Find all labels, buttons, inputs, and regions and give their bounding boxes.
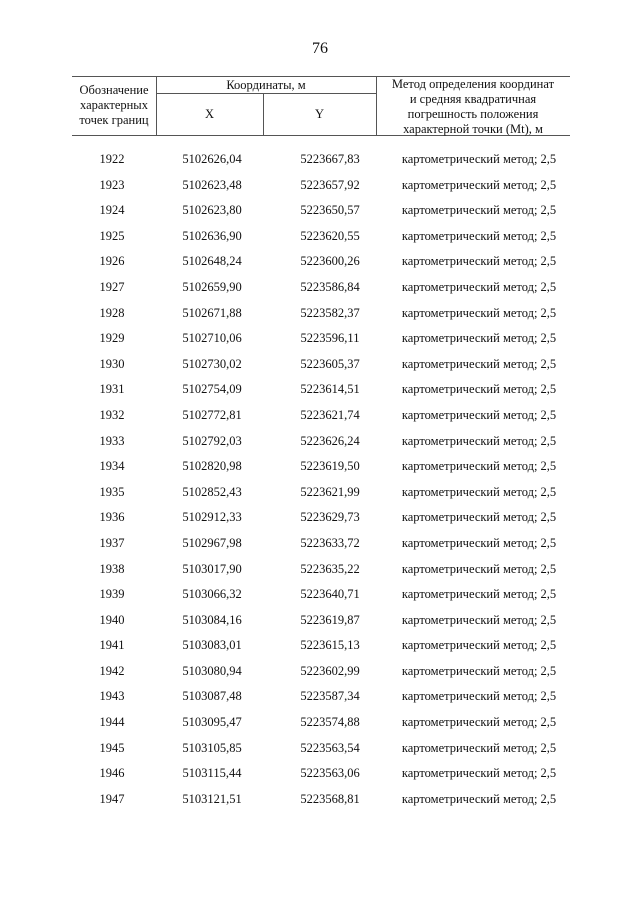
table-row <box>72 585 572 611</box>
table-row <box>72 483 572 509</box>
coord-y: 5223563,06 <box>300 766 360 781</box>
method: картометрический метод; 2,5 <box>401 791 557 806</box>
coord-y: 5223568,81 <box>300 791 360 806</box>
table-row <box>72 278 572 304</box>
table-row <box>72 432 572 458</box>
table-row <box>72 252 572 278</box>
header-designation-line-1: Обозначение <box>79 83 149 97</box>
header-method-line-4: характерной точки (Mt), м <box>403 122 543 136</box>
coord-x: 5102623,48 <box>182 177 242 192</box>
coord-y: 5223563,54 <box>300 740 360 755</box>
coord-y: 5223621,74 <box>300 407 360 422</box>
table-row <box>72 764 572 790</box>
point-number: 1935 <box>99 484 125 499</box>
point-number: 1923 <box>99 177 125 192</box>
coord-y: 5223629,73 <box>300 510 360 525</box>
method: картометрический метод; 2,5 <box>401 715 557 730</box>
method: картометрический метод; 2,5 <box>401 535 557 550</box>
header-x: X <box>204 107 215 121</box>
table-row <box>72 355 572 381</box>
coord-x: 5102730,02 <box>182 356 242 371</box>
header-method-line-2: и средняя квадратичная <box>409 92 537 106</box>
method: картометрический метод; 2,5 <box>401 305 557 320</box>
header-designation-line-2: характерных <box>80 98 148 112</box>
point-number: 1938 <box>99 561 125 576</box>
coord-x: 5102623,80 <box>182 203 242 218</box>
point-number: 1939 <box>99 587 125 602</box>
table-row <box>72 662 572 688</box>
coord-y: 5223586,84 <box>300 279 360 294</box>
coord-x: 5103121,51 <box>182 791 242 806</box>
coord-x: 5103080,94 <box>182 663 242 678</box>
coord-x: 5102820,98 <box>182 459 242 474</box>
table-row <box>72 508 572 534</box>
coord-y: 5223605,37 <box>300 356 360 371</box>
method: картометрический метод; 2,5 <box>401 356 557 371</box>
point-number: 1943 <box>99 689 125 704</box>
table-row <box>72 534 572 560</box>
header-coordinates: Координаты, м <box>226 78 306 92</box>
point-number: 1942 <box>99 663 125 678</box>
header-method <box>376 77 570 137</box>
coord-y: 5223582,37 <box>300 305 360 320</box>
table-row <box>72 227 572 253</box>
method: картометрический метод; 2,5 <box>401 484 557 499</box>
method: картометрический метод; 2,5 <box>401 689 557 704</box>
table-row <box>72 790 572 816</box>
point-number: 1947 <box>99 791 125 806</box>
coord-y: 5223574,88 <box>300 715 360 730</box>
table-row <box>72 636 572 662</box>
method: картометрический метод; 2,5 <box>401 766 557 781</box>
coord-x: 5103115,44 <box>182 766 242 781</box>
coord-x: 5102772,81 <box>182 407 242 422</box>
coord-y: 5223615,13 <box>300 638 360 653</box>
coord-x: 5102710,06 <box>182 331 242 346</box>
coord-x: 5103084,16 <box>182 612 242 627</box>
header-method-line-3: погрешность положения <box>407 107 539 121</box>
point-number: 1929 <box>99 331 125 346</box>
coord-x: 5102659,90 <box>182 279 242 294</box>
table-body <box>72 150 572 815</box>
coord-x: 5102967,98 <box>182 535 242 550</box>
coord-y: 5223600,26 <box>300 254 360 269</box>
point-number: 1924 <box>99 203 125 218</box>
method: картометрический метод; 2,5 <box>401 638 557 653</box>
coord-x: 5103066,32 <box>182 587 242 602</box>
coord-x: 5102626,04 <box>182 152 242 166</box>
coord-x: 5103017,90 <box>182 561 242 576</box>
header-y: Y <box>314 107 325 121</box>
method: картометрический метод; 2,5 <box>401 663 557 678</box>
table-row <box>72 687 572 713</box>
coord-y: 5223640,71 <box>300 587 360 602</box>
coord-y: 5223587,34 <box>300 689 360 704</box>
header-method-line-1: Метод определения координат <box>391 77 555 91</box>
table-row <box>72 380 572 406</box>
table-row <box>72 201 572 227</box>
method: картометрический метод; 2,5 <box>401 510 557 525</box>
method: картометрический метод; 2,5 <box>401 407 557 422</box>
coord-y: 5223650,57 <box>300 203 360 218</box>
table-row <box>72 560 572 586</box>
method: картометрический метод; 2,5 <box>401 177 557 192</box>
coord-y: 5223667,83 <box>300 152 360 166</box>
point-number: 1940 <box>99 612 125 627</box>
method: картометрический метод; 2,5 <box>401 228 557 243</box>
table-row <box>72 176 572 202</box>
coord-x: 5102912,33 <box>182 510 242 525</box>
coord-x: 5103087,48 <box>182 689 242 704</box>
method: картометрический метод; 2,5 <box>401 740 557 755</box>
point-number: 1922 <box>99 152 125 166</box>
table-row <box>72 457 572 483</box>
point-number: 1945 <box>99 740 125 755</box>
method: картометрический метод; 2,5 <box>401 152 557 166</box>
coord-x: 5102792,03 <box>182 433 242 448</box>
coord-x: 5102648,24 <box>182 254 242 269</box>
point-number: 1941 <box>99 638 125 653</box>
coord-y: 5223619,50 <box>300 459 360 474</box>
coord-y: 5223620,55 <box>300 228 360 243</box>
table-row <box>72 304 572 330</box>
table-row <box>72 150 572 176</box>
point-number: 1937 <box>99 535 125 550</box>
point-number: 1936 <box>99 510 125 525</box>
coord-x: 5102636,90 <box>182 228 242 243</box>
point-number: 1927 <box>99 279 125 294</box>
point-number: 1932 <box>99 407 125 422</box>
point-number: 1931 <box>99 382 125 397</box>
coord-y: 5223596,11 <box>300 331 360 346</box>
coord-y: 5223614,51 <box>300 382 360 397</box>
coord-x: 5103083,01 <box>182 638 242 653</box>
point-number: 1925 <box>99 228 125 243</box>
coord-y: 5223621,99 <box>300 484 360 499</box>
coord-y: 5223635,22 <box>300 561 360 576</box>
method: картометрический метод; 2,5 <box>401 254 557 269</box>
table-row <box>72 329 572 355</box>
header-designation <box>72 83 156 128</box>
point-number: 1926 <box>99 254 125 269</box>
coord-x: 5103095,47 <box>182 715 242 730</box>
method: картометрический метод; 2,5 <box>401 382 557 397</box>
point-number: 1944 <box>99 715 125 730</box>
method: картометрический метод; 2,5 <box>401 279 557 294</box>
method: картометрический метод; 2,5 <box>401 331 557 346</box>
method: картометрический метод; 2,5 <box>401 587 557 602</box>
point-number: 1933 <box>99 433 125 448</box>
coord-y: 5223657,92 <box>300 177 360 192</box>
point-number: 1946 <box>99 766 125 781</box>
coord-x: 5102754,09 <box>182 382 242 397</box>
coord-x: 5103105,85 <box>182 740 242 755</box>
coord-y: 5223626,24 <box>300 433 360 448</box>
coord-y: 5223633,72 <box>300 535 360 550</box>
point-number: 1930 <box>99 356 125 371</box>
coord-y: 5223602,99 <box>300 663 360 678</box>
point-number: 1928 <box>99 305 125 320</box>
method: картометрический метод; 2,5 <box>401 561 557 576</box>
coordinates-divider <box>156 93 376 94</box>
coord-x: 5102852,43 <box>182 484 242 499</box>
method: картометрический метод; 2,5 <box>401 203 557 218</box>
method: картометрический метод; 2,5 <box>401 612 557 627</box>
coord-x: 5102671,88 <box>182 305 242 320</box>
table-row <box>72 406 572 432</box>
header-designation-line-3: точек границ <box>79 113 149 127</box>
method: картометрический метод; 2,5 <box>401 459 557 474</box>
table-row <box>72 739 572 765</box>
table-row <box>72 713 572 739</box>
point-number: 1934 <box>99 459 125 474</box>
method: картометрический метод; 2,5 <box>401 433 557 448</box>
table-row <box>72 611 572 637</box>
coord-y: 5223619,87 <box>300 612 360 627</box>
page-number: 76 <box>312 40 328 57</box>
